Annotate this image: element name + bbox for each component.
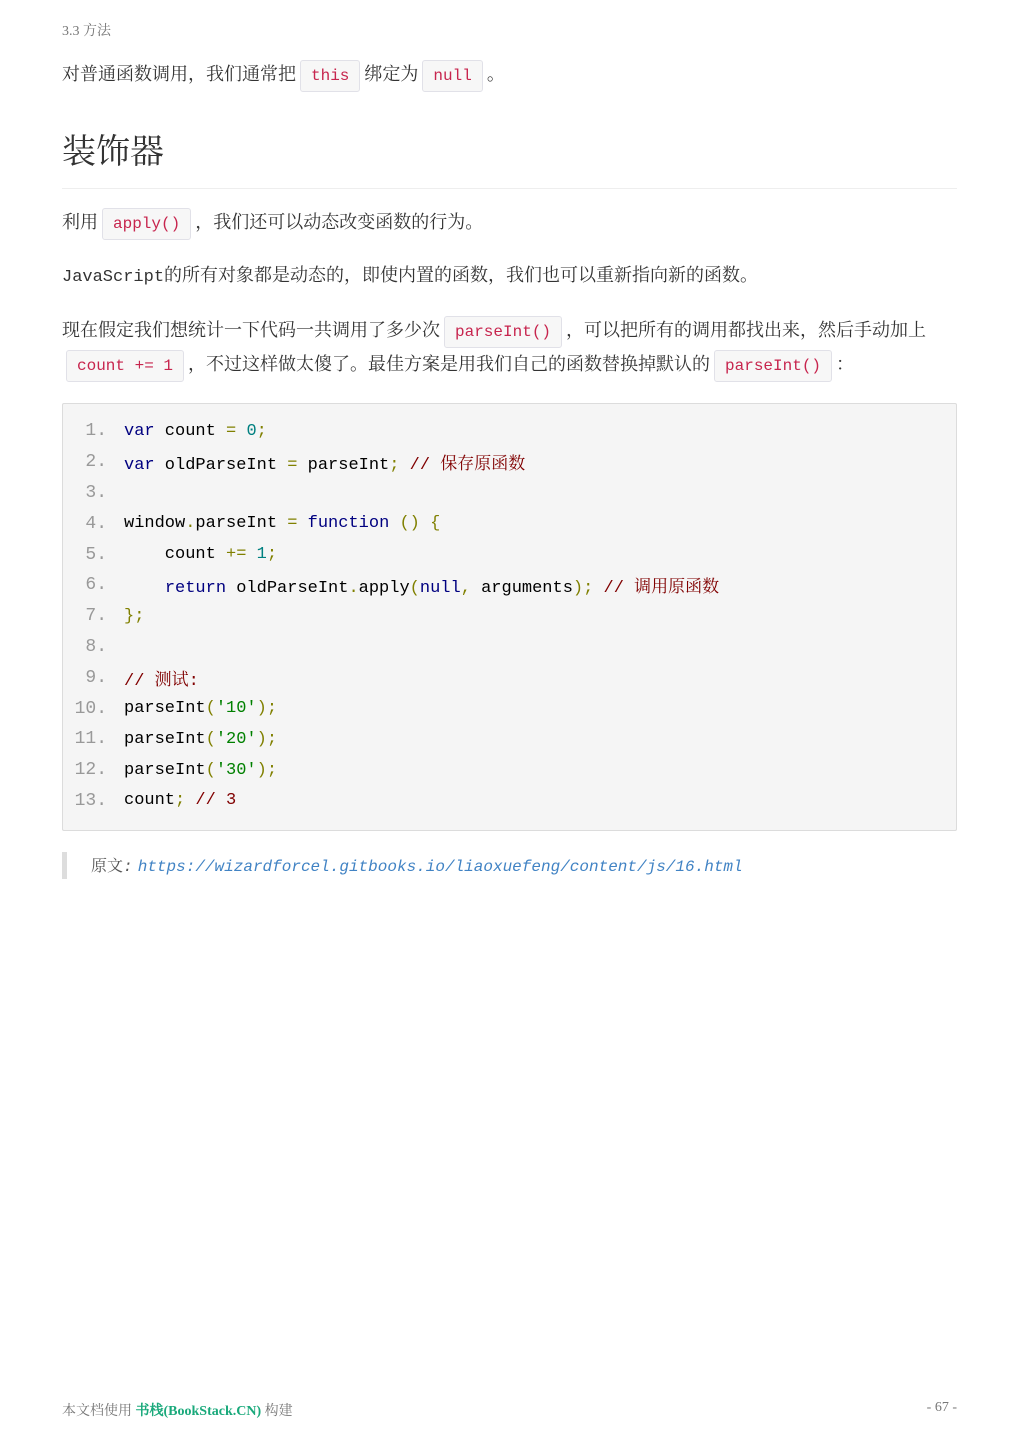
code-token: '30' <box>215 760 257 780</box>
code-text <box>124 791 236 810</box>
code-token: // 3 <box>195 791 237 811</box>
code-token: ); <box>256 699 278 719</box>
code-token: '10' <box>215 699 257 719</box>
code-token <box>593 579 603 598</box>
code-token: ( <box>205 760 216 780</box>
line-number: 5. <box>85 544 107 565</box>
code-token: // 测试: <box>124 671 199 691</box>
code-token: 1 <box>256 545 267 565</box>
code-token: function <box>307 514 390 534</box>
code-text <box>124 607 144 626</box>
code-token: parseInt <box>297 456 390 476</box>
code-token: var <box>124 421 155 441</box>
inline-code-parseint-default: parseInt() <box>714 350 832 382</box>
code-token: 0 <box>246 421 257 441</box>
code-line <box>63 662 956 693</box>
code-line <box>63 508 956 539</box>
inline-code-parseint: parseInt() <box>444 316 562 348</box>
code-token: oldParseInt <box>154 456 288 476</box>
code-token <box>399 456 409 475</box>
code-line <box>63 478 956 509</box>
code-text <box>124 422 267 441</box>
line-number: 10. <box>74 698 107 719</box>
code-token <box>185 791 195 810</box>
line-number: 1. <box>85 421 107 442</box>
inline-code-this: this <box>300 60 360 92</box>
code-token <box>420 514 430 533</box>
code-token: , <box>460 579 471 599</box>
page-number: - 67 - <box>926 1400 957 1415</box>
code-token: count <box>124 545 227 565</box>
code-token <box>297 514 307 533</box>
page-content <box>62 58 957 879</box>
running-header: 3.3 方法 <box>62 24 111 39</box>
intro-paragraph: 对普通函数调用，我们通常把 this 绑定为 null 。 <box>62 58 957 92</box>
code-token: count <box>124 791 176 811</box>
code-token: parseInt <box>124 729 206 749</box>
line-number: 12. <box>74 760 107 781</box>
code-text <box>124 730 277 749</box>
code-line <box>63 724 956 755</box>
code-token: var <box>124 456 155 476</box>
code-line <box>63 539 956 570</box>
code-line <box>63 632 956 663</box>
code-line <box>63 601 956 632</box>
line-number: 7. <box>85 606 107 627</box>
code-text <box>124 545 277 564</box>
line-number: 2. <box>85 452 107 473</box>
code-line <box>63 416 956 447</box>
code-token: ); <box>256 760 278 780</box>
inline-code-apply: apply() <box>102 208 191 240</box>
source-link[interactable]: https://wizardforcel.gitbooks.io/liaoxuefeng/content/js/16.html <box>137 858 743 877</box>
code-token: window <box>124 514 186 534</box>
code-token: ); <box>256 729 278 749</box>
line-number: 9. <box>85 667 107 688</box>
code-token <box>389 514 399 533</box>
code-token <box>236 422 246 441</box>
code-token: += <box>226 545 247 565</box>
code-token: () <box>399 514 420 534</box>
code-token <box>124 579 165 598</box>
code-token: . <box>348 579 359 599</box>
code-token: // 保存原函数 <box>409 456 526 476</box>
code-text <box>124 572 719 598</box>
code-line <box>63 447 956 478</box>
code-line <box>63 755 956 786</box>
code-token: ; <box>175 791 186 811</box>
code-block <box>62 403 957 831</box>
code-token: ; <box>389 456 400 476</box>
code-token: return <box>164 579 227 599</box>
code-text <box>124 699 277 718</box>
code-token: oldParseInt <box>226 579 349 599</box>
code-line <box>63 693 956 724</box>
code-token: ; <box>266 545 278 565</box>
code-line <box>63 786 956 817</box>
code-token: parseInt <box>195 514 288 534</box>
code-token: count <box>154 421 227 441</box>
source-quote: 原文: https://wizardforcel.gitbooks.io/liaoxuefeng/content/js/16.html <box>62 852 957 879</box>
code-text <box>124 761 277 780</box>
line-number: 6. <box>85 575 107 596</box>
line-number: 8. <box>85 636 107 657</box>
inline-code-null: null <box>422 60 482 92</box>
code-token: ); <box>572 579 594 599</box>
code-token: ( <box>409 579 420 599</box>
code-token: = <box>226 421 237 441</box>
code-text <box>124 514 440 533</box>
line-number: 13. <box>74 790 107 811</box>
code-token: // 调用原函数 <box>603 579 720 599</box>
code-token: . <box>185 514 196 534</box>
code-token: ( <box>205 729 216 749</box>
footer-credit: 本文档使用 书栈(BookStack.CN) 构建 <box>62 1404 293 1419</box>
code-token: ; <box>256 421 267 441</box>
code-token: }; <box>124 606 145 626</box>
line-number: 11. <box>74 729 107 750</box>
code-token: parseInt <box>124 760 206 780</box>
footer-brand-link[interactable]: 书栈(BookStack.CN) <box>135 1404 262 1419</box>
inline-code-count-increment: count += 1 <box>66 350 184 382</box>
code-token: null <box>419 579 461 599</box>
code-text <box>124 665 199 691</box>
code-line <box>63 570 956 601</box>
code-text <box>124 449 525 475</box>
code-token: arguments <box>470 579 573 599</box>
code-token: '20' <box>215 729 257 749</box>
code-token <box>246 545 256 564</box>
apply-paragraph: 利用 apply() ，我们还可以动态改变函数的行为。 <box>62 206 957 240</box>
code-token: { <box>430 514 441 534</box>
section-heading: 装饰器 <box>62 128 957 189</box>
parseint-paragraph: 现在假定我们想统计一下代码一共调用了多少次 parseInt() ，可以把所有的调用都找出来，然后手动加上count += 1 ，不过这样做太傻了。最佳方案是用我们自己的函数替换掉默认的 parseInt() ： <box>62 314 957 382</box>
line-number: 3. <box>85 482 107 503</box>
code-token: = <box>287 514 298 534</box>
javascript-paragraph: JavaScript的所有对象都是动态的，即使内置的函数，我们也可以重新指向新的函数。 <box>62 265 759 287</box>
code-token: apply <box>358 579 410 599</box>
code-token: ( <box>205 699 216 719</box>
code-token: = <box>287 456 298 476</box>
line-number: 4. <box>85 513 107 534</box>
code-token: parseInt <box>124 699 206 719</box>
